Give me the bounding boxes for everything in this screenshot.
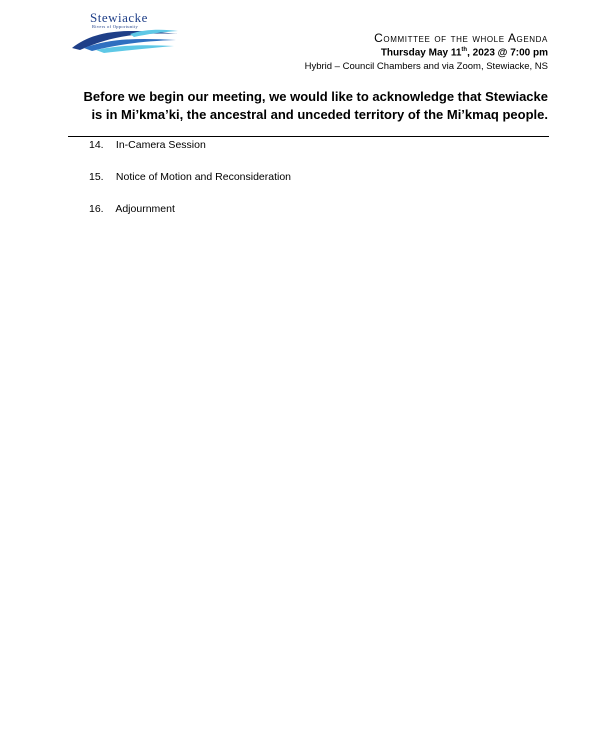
- agenda-item-label: Notice of Motion and Reconsideration: [115, 171, 292, 183]
- meeting-date: [381, 47, 548, 58]
- agenda-item-15: [89, 171, 291, 183]
- agenda-item-label: In-Camera Session: [115, 139, 206, 151]
- land-acknowledgement: Before we begin our meeting, we would like to acknowledge that Stewiacke is in Mi’kma’ki, the ancestral and unceded territory of the Mi’kmaq people.: [83, 89, 548, 122]
- meeting-date-ordinal: th: [461, 47, 468, 53]
- agenda-item-number: 15.: [89, 171, 104, 183]
- meeting-location: Hybrid – Council Chambers and via Zoom, Stewiacke, NS: [304, 61, 548, 72]
- logo-name: Stewiacke: [90, 10, 148, 25]
- stewiacke-logo: [70, 10, 180, 54]
- agenda-item-14: [89, 139, 206, 151]
- agenda-item-number: 14.: [89, 139, 104, 151]
- agenda-title: Committee of the whole Agenda: [374, 31, 548, 45]
- meeting-date-main: Thursday May 11: [380, 47, 462, 59]
- agenda-item-label: Adjournment: [115, 203, 175, 215]
- agenda-item-16: [89, 203, 175, 215]
- agenda-item-number: 16.: [89, 203, 104, 215]
- river-waves-icon: [70, 24, 180, 54]
- logo-tagline: Rivers of Opportunity: [92, 24, 139, 29]
- header-divider: [68, 136, 549, 137]
- meeting-date-time: , 2023 @ 7:00 pm: [467, 47, 548, 59]
